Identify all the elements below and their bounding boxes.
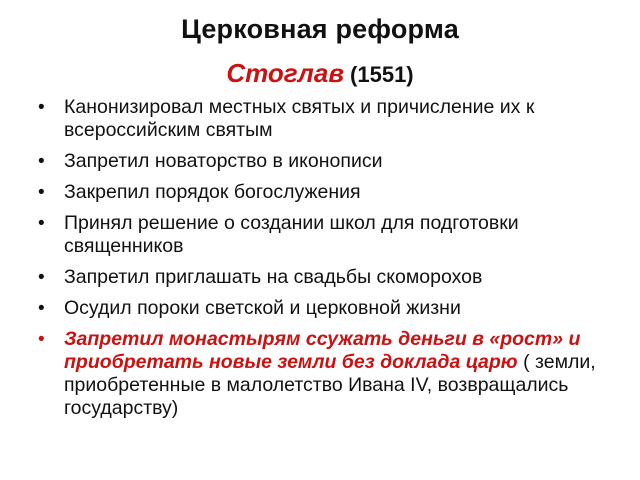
list-item-text: Принял решение о создании школ для подготовки священников [64, 212, 519, 257]
bullet-list [38, 96, 608, 428]
list-item-text: Запретил приглашать на свадьбы скоморохов [64, 266, 483, 288]
slide-title: Церковная реформа [181, 14, 459, 44]
list-item-text: Осудил пороки светской и церковной жизни [64, 297, 461, 319]
bullet-icon: • [38, 97, 45, 118]
slide-subtitle [0, 58, 640, 89]
bullet-icon: • [38, 329, 45, 350]
list-item [38, 96, 608, 142]
bullet-icon: • [38, 298, 45, 319]
list-item [38, 266, 608, 289]
list-item-highlight [38, 328, 608, 420]
highlight-note: ( земли, приобретенные в малолетство Ивана IV, возвращались государству) [64, 351, 596, 419]
subtitle-name: Стоглав [226, 58, 345, 88]
bullet-icon: • [38, 182, 45, 203]
list-item [38, 297, 608, 320]
bullet-icon: • [38, 151, 45, 172]
list-item-text: Канонизировал местных святых и причисление их к всероссийским святым [64, 96, 535, 141]
subtitle-year: (1551) [350, 62, 414, 87]
highlight-emphasis: Запретил монастырям ссужать деньги в «рост» и приобретать новые земли без доклада царю [64, 328, 581, 373]
list-item-text: Запретил новаторство в иконописи [64, 150, 383, 172]
list-item [38, 181, 608, 204]
list-item [38, 150, 608, 173]
bullet-icon: • [38, 213, 45, 234]
list-item-text: Закрепил порядок богослужения [64, 181, 361, 203]
bullet-icon: • [38, 267, 45, 288]
list-item [38, 212, 608, 258]
